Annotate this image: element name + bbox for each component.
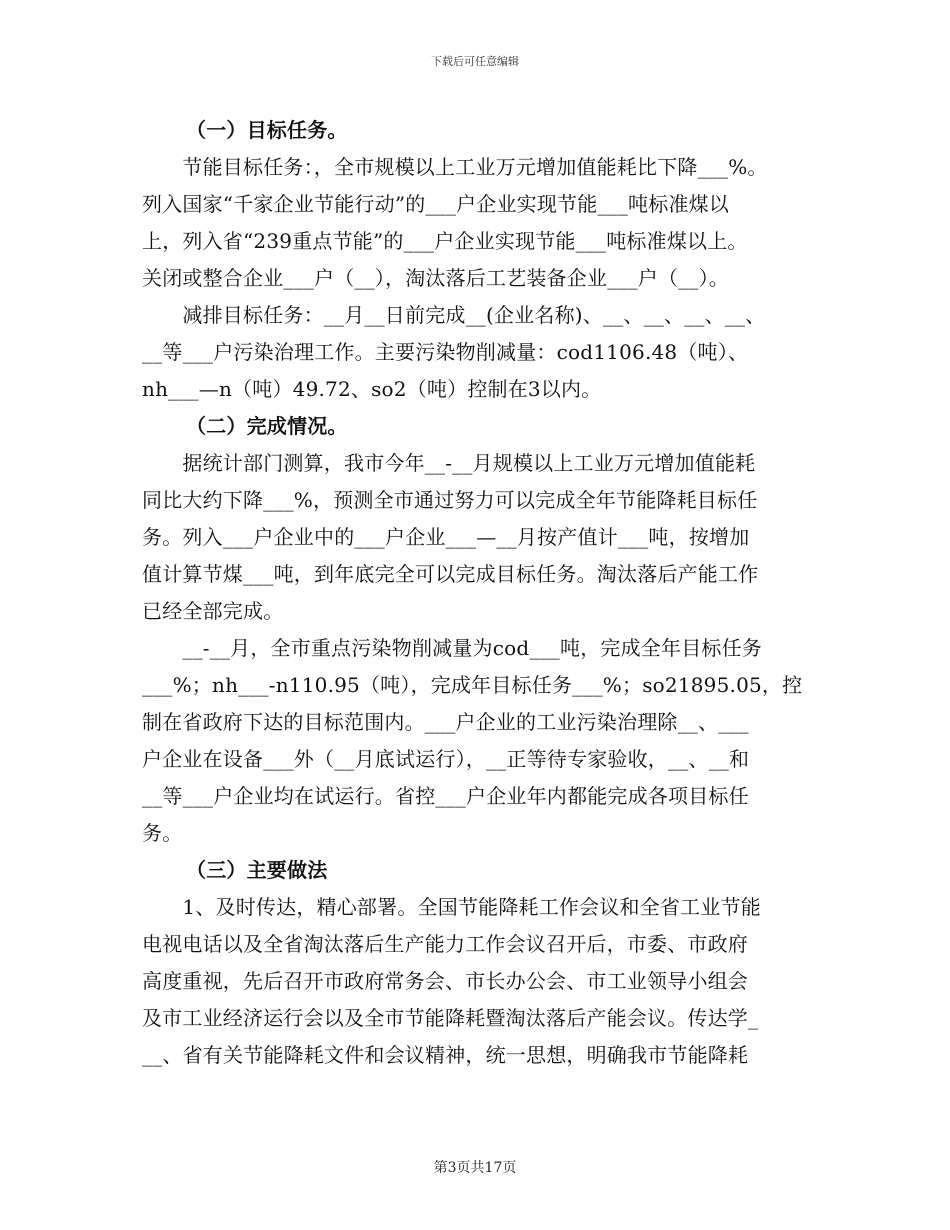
paragraph-line: 1、及时传达，精心部署。全国节能降耗工作会议和全省工业节能 (142, 895, 761, 919)
paragraph-line: 值计算节煤___吨，到年底完全可以完成目标任务。淘汰落后产能工作 (142, 562, 759, 586)
page-header: 下载后可任意编辑 (431, 55, 519, 68)
paragraph-line: 已经全部完成。 (142, 599, 284, 623)
paragraph-line: 据统计部门测算，我市今年__-__月规模以上工业万元增加值能耗 (142, 451, 756, 475)
section-heading-2: （二）完成情况。 (186, 414, 348, 438)
section-heading-3: （三）主要做法 (186, 858, 328, 882)
paragraph-line: 电视电话以及全省淘汰落后生产能力工作会议召开后，市委、市政府 (142, 932, 748, 956)
paragraph-line: 同比大约下降___%，预测全市通过努力可以完成全年节能降耗目标任 (142, 488, 758, 512)
paragraph-line: 减排目标任务：__月__日前完成__(企业名称)、__、__、__、__、 (142, 303, 766, 327)
paragraph-line: 务。 (142, 821, 183, 845)
paragraph-line: 关闭或整合企业___户（__），淘汰落后工艺装备企业___户（__）。 (142, 266, 729, 290)
paragraph-line: 务。列入___户企业中的___户企业___—__月按产值计___吨，按增加 (142, 525, 750, 549)
paragraph-line: 上，列入省“239重点节能”的___户企业实现节能___吨标准煤以上。 (142, 229, 748, 253)
paragraph-line: ___%；nh___-n110.95（吨），完成年目标任务___%；so21895.05，控 (142, 673, 803, 697)
section-heading-1: （一）目标任务。 (186, 118, 348, 142)
paragraph-line: __等___户污染治理工作。主要污染物削减量：cod1106.48（吨）、 (142, 340, 749, 364)
paragraph-line: __、省有关节能降耗文件和会议精神，统一思想，明确我市节能降耗 (142, 1043, 749, 1067)
paragraph-line: 户企业在设备___外（__月底试运行），__正等待专家验收，__、__和 (142, 747, 750, 771)
paragraph-line: 高度重视，先后召开市政府常务会、市长办公会、市工业领导小组会 (142, 969, 748, 993)
paragraph-line: nh___—n（吨）49.72、so2（吨）控制在3以内。 (142, 377, 602, 401)
paragraph-line: 节能目标任务：，全市规模以上工业万元增加值能耗比下降___%。 (142, 155, 768, 179)
page-footer: 第3页共17页 (433, 1160, 517, 1176)
paragraph-line: 制在省政府下达的目标范围内。___户企业的工业污染治理除__、___ (142, 710, 749, 734)
paragraph-line: 及市工业经济运行会以及全市节能降耗暨淘汰落后产能会议。传达学_ (142, 1006, 759, 1030)
paragraph-line: __-__月，全市重点污染物削减量为cod___吨，完成全年目标任务 (142, 636, 763, 660)
document-body (142, 112, 810, 1074)
paragraph-line: __等___户企业均在试运行。省控___户企业年内都能完成各项目标任 (142, 784, 749, 808)
paragraph-line: 列入国家“千家企业节能行动”的___户企业实现节能___吨标准煤以 (142, 192, 730, 216)
